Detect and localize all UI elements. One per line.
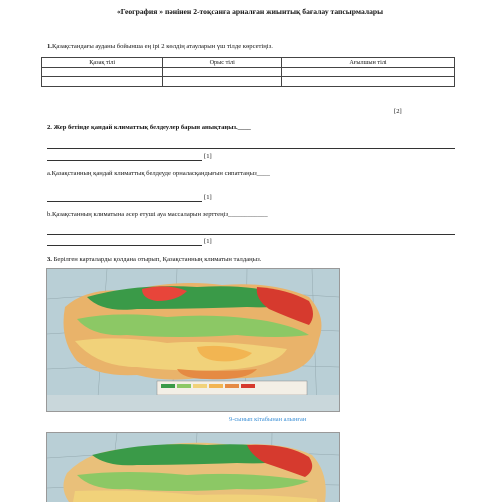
q2b-mark: [1] [204,238,212,245]
q2a-mark: [1] [204,194,212,201]
q2-mark: [1] [204,153,212,160]
question-3-number: 3. [47,256,52,263]
question-1 [47,43,273,50]
column-english: Ағылшын тілі [282,58,455,68]
question-1-number: 1. [47,43,52,50]
table-cell[interactable] [282,67,455,77]
table-row[interactable] [42,77,455,87]
question-3 [47,256,261,263]
question-3-text: Берілген карталарды қолдана отырып, Қазақстанның климатын талдаңыз. [53,256,262,263]
climate-map-2-image [47,433,339,502]
question-2-text: Жер бетінде қандай климаттық белдеулер барын анықтаңыз.____ [53,124,251,131]
table-cell[interactable] [42,67,163,77]
table-cell[interactable] [282,77,455,87]
question-2a: a.Қазақстанның қандай климаттық белдеуде орналасқандығын сипаттаңыз____ [47,170,270,177]
table-cell[interactable] [163,77,282,87]
column-kazakh: Қазақ тілі [42,58,163,68]
table-cell[interactable] [163,67,282,77]
climate-map-1-image [47,269,339,411]
answer-table [41,57,455,87]
table-header-row [42,58,455,68]
question-2b: b.Қазақстанның климатына әсер етуші ауа массаларын зерттеңіз____________ [47,211,268,218]
answer-line[interactable] [47,160,202,161]
question-1-text: Қазақстандағы ауданы бойынша ең ірі 2 көлдің атауларын үш тілде көрсетіңіз. [51,43,273,50]
answer-line[interactable] [47,234,455,235]
answer-line[interactable] [47,201,202,202]
table-cell[interactable] [42,77,163,87]
question-2 [47,124,251,131]
question-2-number: 2. [47,124,52,131]
page-title: «География » пәнінен 2-тоқсанға арналған жиынтық бағалау тапсырмалары [116,7,384,16]
q1-mark: [2] [394,108,402,115]
climate-map-2 [46,432,340,502]
climate-map-1 [46,268,340,412]
answer-line[interactable] [47,245,202,246]
column-russian: Орыс тілі [163,58,282,68]
map-caption: 9-сынып кітабынан алынған [229,416,307,423]
answer-line[interactable] [47,148,455,149]
table-row[interactable] [42,67,455,77]
